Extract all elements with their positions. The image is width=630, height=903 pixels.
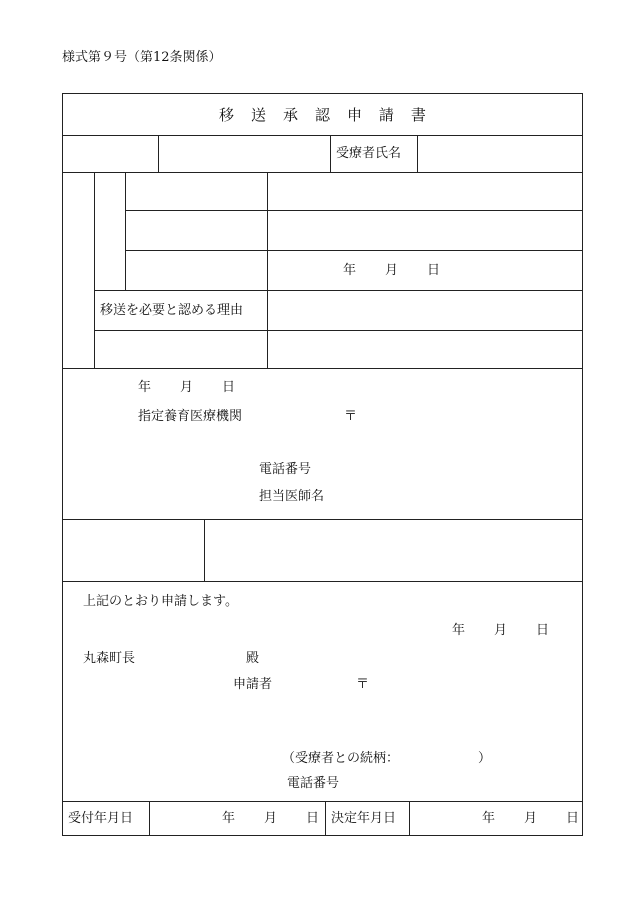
vrule-i (325, 801, 326, 835)
decision-date-year: 年 (482, 811, 496, 826)
applicant-postal-mark: 〒 (356, 677, 370, 692)
form-title (219, 105, 426, 123)
decision-date-label: 決定年月日 (331, 811, 397, 826)
transfer-section-label (133, 184, 259, 200)
title-char: 移 (219, 105, 235, 124)
received-date-month: 月 (264, 811, 278, 826)
inst-date-day: 日 (222, 380, 236, 395)
cost-estimate-field[interactable] (268, 331, 582, 368)
honorific: 殿 (246, 651, 260, 666)
vrule-j (409, 801, 410, 835)
doctor-opinion-label (68, 197, 88, 337)
transfer-label (100, 202, 118, 262)
vrule-e (125, 172, 126, 290)
frame-top (62, 93, 583, 94)
patient-name-field[interactable] (418, 136, 582, 172)
transfer-date-month: 月 (385, 263, 399, 278)
transfer-date-year: 年 (343, 263, 357, 278)
reason-label: 移送を必要と認める理由 (100, 303, 244, 318)
reason-field[interactable] (268, 291, 582, 330)
inst-date-year: 年 (138, 380, 152, 395)
vrule-h (149, 801, 150, 835)
applicant-phone-label: 電話番号 (287, 776, 340, 791)
vrule-d (94, 172, 95, 368)
received-date-label: 受付年月日 (68, 811, 134, 826)
title-char: 書 (410, 105, 426, 124)
residence-label (287, 678, 341, 692)
applicant-label: 申請者 (233, 677, 273, 692)
apply-date-day: 日 (536, 623, 550, 638)
applicant-name-label (287, 726, 341, 740)
transfer-method-label (133, 223, 259, 239)
patient-name-label: 受療者氏名 (336, 146, 402, 161)
title-char: 申 (346, 105, 362, 124)
relation-label: （受療者との続柄： (282, 751, 400, 766)
rule-9 (62, 581, 583, 582)
institution-label: 指定養育医療機関 (138, 409, 243, 424)
vrule-b (330, 135, 331, 172)
institution-name-label (259, 437, 329, 451)
apply-date-year: 年 (452, 623, 466, 638)
mayor-label: 丸森町長 (83, 651, 136, 666)
form-label: 様式第９号（第12条関係） (62, 50, 222, 65)
recipient-number-field[interactable] (158, 136, 330, 172)
declaration-text: 上記のとおり申請します。 (83, 594, 238, 609)
relation-close: ） (478, 751, 492, 766)
title-char: 請 (378, 105, 394, 124)
transfer-date-label (133, 263, 259, 279)
rule-4 (125, 250, 583, 251)
frame-left (62, 93, 63, 836)
postal-mark: 〒 (344, 409, 358, 424)
phone-label: 電話番号 (259, 462, 312, 477)
recipient-number-label (68, 146, 152, 162)
rule-7 (62, 368, 583, 369)
title-char: 送 (250, 105, 266, 124)
received-date-year: 年 (222, 811, 236, 826)
circumstance-field[interactable] (205, 520, 582, 581)
transfer-section-field[interactable] (268, 173, 582, 210)
frame-right (582, 93, 583, 836)
received-date-day: 日 (306, 811, 320, 826)
cost-estimate-label (100, 342, 259, 358)
doctor-name-label: 担当医師名 (259, 489, 325, 504)
apply-date-month: 月 (494, 623, 508, 638)
rule-10 (62, 801, 583, 802)
transfer-date-day: 日 (427, 263, 441, 278)
title-char: 認 (314, 105, 330, 124)
frame-bottom (62, 835, 583, 836)
inst-date-month: 月 (180, 380, 194, 395)
transfer-method-field[interactable] (268, 211, 582, 250)
title-char: 承 (282, 105, 298, 124)
decision-date-month: 月 (524, 811, 538, 826)
address-label (259, 410, 329, 424)
decision-date-day: 日 (566, 811, 580, 826)
